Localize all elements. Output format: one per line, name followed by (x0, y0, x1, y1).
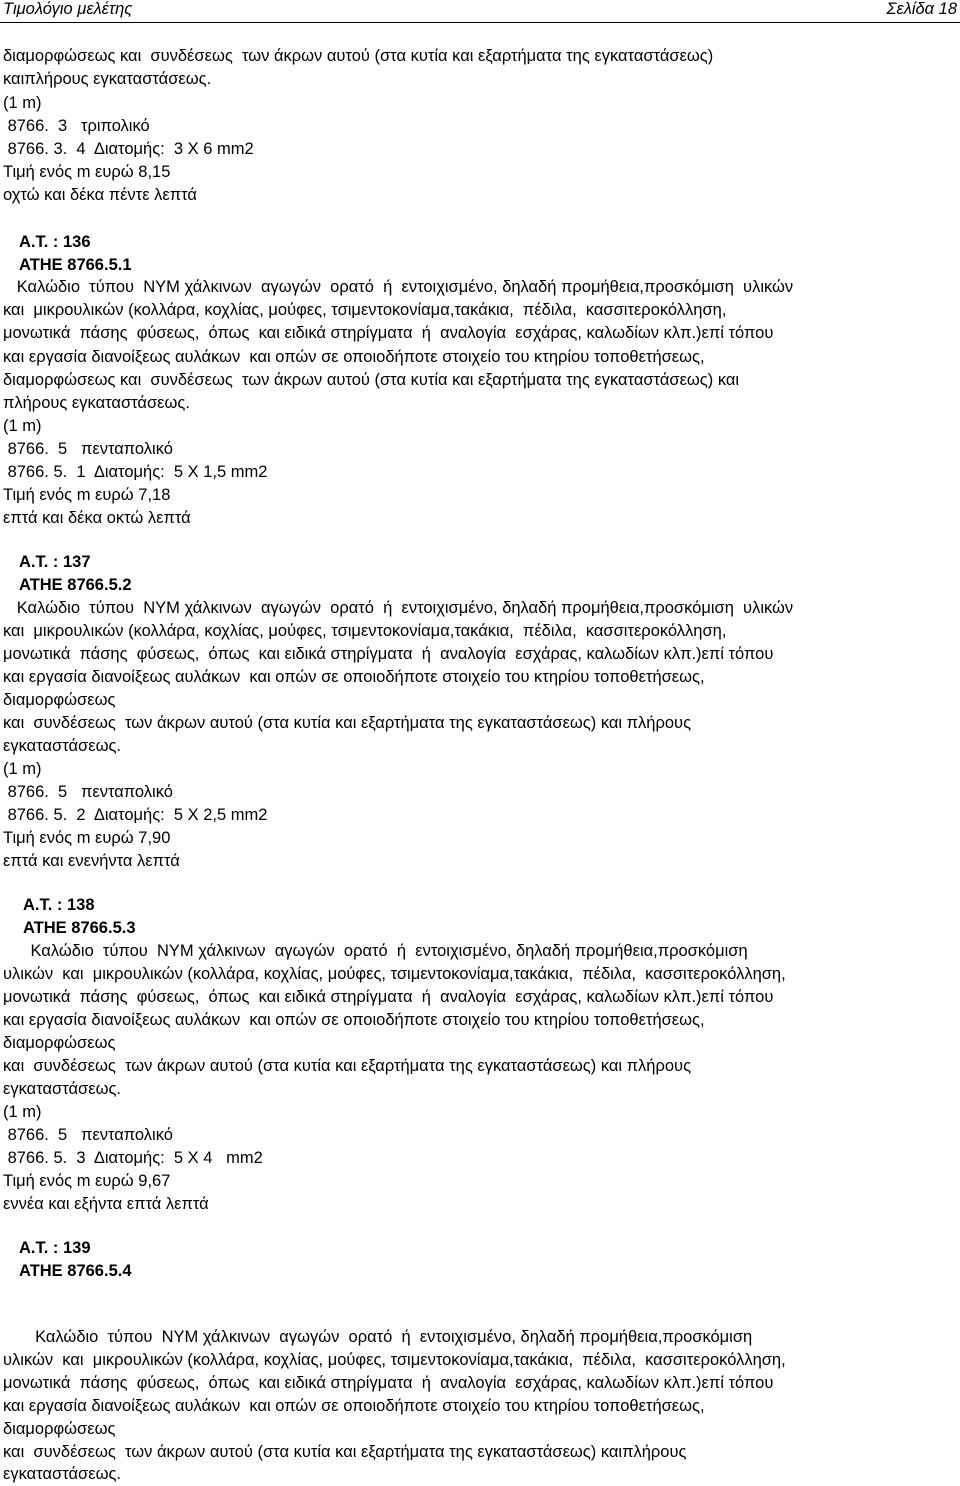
article-number: A.T. : 139 (19, 1239, 91, 1257)
text-line: διαμορφώσεως (3, 691, 116, 709)
text-line: Καλώδιο τύπου NYM χάλκινων αγωγών ορατό ή εντοιχισμένο, δηλαδή προμήθεια,προσκόμιση (3, 1328, 753, 1346)
price-in-words: επτά και ενενήντα λεπτά (3, 852, 180, 870)
document-title: Τιμολόγιο μελέτης (3, 0, 133, 18)
text-line: πλήρους εγκαταστάσεως. (3, 394, 190, 412)
text-line: Καλώδιο τύπου NYM χάλκινων αγωγών ορατό ή εντοιχισμένο, δηλαδή προμήθεια,προσκόμιση (3, 942, 748, 960)
text-line: και συνδέσεως των άκρων αυτού (στα κυτία και εξαρτήματα της εγκαταστάσεως) καιπλήρους (3, 1443, 687, 1461)
text-line: μονωτικά πάσης φύσεως, όπως και ειδικά στηρίγματα ή αναλογία εσχάρας, καλωδίων κλπ.)επί τόπου (3, 988, 774, 1006)
text-line: 8766. 3 τριπολικό (3, 117, 150, 135)
unit-price: Τιμή ενός m ευρώ 9,67 (3, 1172, 171, 1190)
text-line: Καλώδιο τύπου NYM χάλκινων αγωγών ορατό ή εντοιχισμένο, δηλαδή προμήθεια,προσκόμιση υλικών (3, 278, 794, 296)
article-number: A.T. : 137 (19, 553, 91, 571)
text-line: υλικών και μικρουλικών (κολλάρα, κοχλίας, μούφες, τσιμεντοκονίαμα,τακάκια, πέδιλα, κασσιτεροκόλληση, (3, 1351, 786, 1369)
text-line: 8766. 5. 2 Διατομής: 5 X 2,5 mm2 (3, 806, 268, 824)
text-line: μονωτικά πάσης φύσεως, όπως και ειδικά στηρίγματα ή αναλογία εσχάρας, καλωδίων κλπ.)επί τόπου (3, 1374, 774, 1392)
text-line: Καλώδιο τύπου NYM χάλκινων αγωγών ορατό ή εντοιχισμένο, δηλαδή προμήθεια,προσκόμιση υλικών (3, 599, 794, 617)
article-code: ATHE 8766.5.1 (19, 256, 132, 274)
text-line: μονωτικά πάσης φύσεως, όπως και ειδικά στηρίγματα ή αναλογία εσχάρας, καλωδίων κλπ.)επί τόπου (3, 645, 774, 663)
page-number: Σελίδα 18 (886, 0, 957, 18)
text-line: 8766. 5 πενταπολικό (3, 1126, 173, 1144)
page-header (0, 0, 960, 23)
text-line: και μικρουλικών (κολλάρα, κοχλίας, μούφες, τσιμεντοκονίαμα,τακάκια, πέδιλα, κασσιτεροκόλληση, (3, 622, 727, 640)
price-in-words: οχτώ και δέκα πέντε λεπτά (3, 186, 197, 204)
text-line: καιπλήρους εγκαταστάσεως. (3, 70, 212, 88)
price-in-words: εννέα και εξήντα επτά λεπτά (3, 1195, 209, 1213)
text-line: 8766. 5 πενταπολικό (3, 440, 173, 458)
text-line: (1 m) (3, 1103, 42, 1121)
text-line: και συνδέσεως των άκρων αυτού (στα κυτία και εξαρτήματα της εγκαταστάσεως) και πλήρους (3, 1057, 692, 1075)
unit-price: Τιμή ενός m ευρώ 7,18 (3, 486, 171, 504)
price-in-words: επτά και δέκα οκτώ λεπτά (3, 509, 191, 527)
text-line: εγκαταστάσεως. (3, 1465, 121, 1483)
text-line: και εργασία διανοίξεως αυλάκων και οπών σε οποιοδήποτε στοιχείο του κτηρίου τοποθετήσεως, (3, 1397, 705, 1415)
text-line: υλικών και μικρουλικών (κολλάρα, κοχλίας, μούφες, τσιμεντοκονίαμα,τακάκια, πέδιλα, κασσιτεροκόλληση, (3, 965, 786, 983)
unit-price: Τιμή ενός m ευρώ 7,90 (3, 829, 171, 847)
text-line: (1 m) (3, 760, 42, 778)
text-line: εγκαταστάσεως. (3, 737, 121, 755)
unit-price: Τιμή ενός m ευρώ 8,15 (3, 163, 171, 181)
text-line: 8766. 3. 4 Διατομής: 3 X 6 mm2 (3, 140, 254, 158)
text-line: διαμορφώσεως (3, 1420, 116, 1438)
text-line: και εργασία διανοίξεως αυλάκων και οπών σε οποιοδήποτε στοιχείο του κτηρίου τοποθετήσεως, (3, 668, 705, 686)
text-line: διαμορφώσεως (3, 1034, 116, 1052)
article-code: ATHE 8766.5.4 (19, 1262, 132, 1280)
text-line: και συνδέσεως των άκρων αυτού (στα κυτία και εξαρτήματα της εγκαταστάσεως) και πλήρους (3, 714, 692, 732)
article-code: ATHE 8766.5.2 (19, 576, 132, 594)
text-line: 8766. 5. 3 Διατομής: 5 X 4 mm2 (3, 1149, 263, 1167)
text-line: μονωτικά πάσης φύσεως, όπως και ειδικά στηρίγματα ή αναλογία εσχάρας, καλωδίων κλπ.)επί τόπου (3, 324, 774, 342)
text-line: διαμορφώσεως και συνδέσεως των άκρων αυτού (στα κυτία και εξαρτήματα της εγκαταστάσεως) (3, 47, 714, 65)
article-code: ATHE 8766.5.3 (23, 919, 136, 937)
text-line: και εργασία διανοίξεως αυλάκων και οπών σε οποιοδήποτε στοιχείο του κτηρίου τοποθετήσεως, (3, 348, 705, 366)
text-line: 8766. 5 πενταπολικό (3, 783, 173, 801)
text-line: και εργασία διανοίξεως αυλάκων και οπών σε οποιοδήποτε στοιχείο του κτηρίου τοποθετήσεως, (3, 1011, 705, 1029)
text-line: διαμορφώσεως και συνδέσεως των άκρων αυτού (στα κυτία και εξαρτήματα της εγκαταστάσεως) και (3, 371, 740, 389)
text-line: και μικρουλικών (κολλάρα, κοχλίας, μούφες, τσιμεντοκονίαμα,τακάκια, πέδιλα, κασσιτεροκόλληση, (3, 301, 727, 319)
text-line: εγκαταστάσεως. (3, 1080, 121, 1098)
text-line: (1 m) (3, 417, 42, 435)
article-number: A.T. : 136 (19, 233, 91, 251)
text-line: 8766. 5. 1 Διατομής: 5 X 1,5 mm2 (3, 463, 268, 481)
article-number: A.T. : 138 (23, 896, 95, 914)
text-line: (1 m) (3, 94, 42, 112)
